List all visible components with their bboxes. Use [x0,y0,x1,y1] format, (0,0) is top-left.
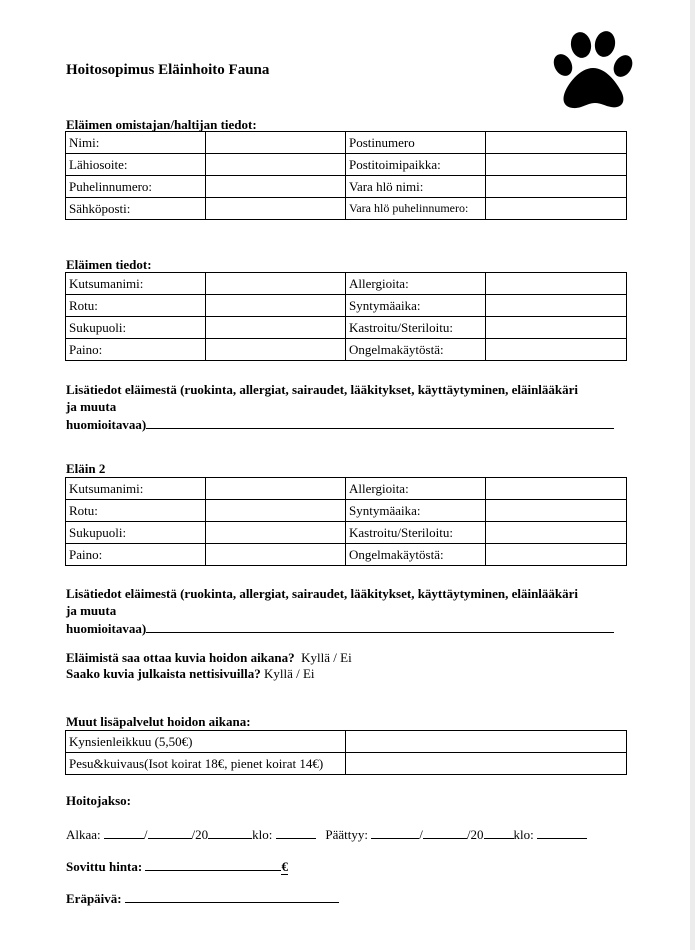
page-edge [690,0,695,950]
service-nail-trim-field[interactable] [346,731,627,753]
end-year-field[interactable] [484,825,514,839]
service-nail-trim-label: Kynsienleikkuu (5,50€) [66,731,346,753]
backup-phone-field[interactable] [486,198,627,220]
animal2-weight-label: Paino: [66,544,206,566]
owner-phone-label: Puhelinnumero: [66,176,206,198]
animal2-breed-label: Rotu: [66,500,206,522]
animal1-notes-line[interactable] [146,415,614,429]
animal2-nickname-label: Kutsumanimi: [66,478,206,500]
animal2-notes-line3: huomioitavaa) [66,621,147,636]
service-wash-label: Pesu&kuivaus(Isot koirat 18€, pienet koirat 14€) [66,753,346,775]
owner-postcode-label: Postinumero [346,132,486,154]
start-label: Alkaa: [66,827,101,842]
table-row [66,731,627,753]
animal2-allergies-field[interactable] [486,478,627,500]
animal2-allergies-label: Allergioita: [346,478,486,500]
end-year-prefix: /20 [466,827,484,842]
animal1-table [65,272,627,361]
owner-heading: Eläimen omistajan/haltijan tiedot: [66,117,257,132]
animal1-breed-field[interactable] [206,295,346,317]
paw-icon [550,28,636,112]
owner-postcode-field[interactable] [486,132,627,154]
end-time-label: klo: [513,827,534,842]
owner-name-field[interactable] [206,132,346,154]
animal2-sex-field[interactable] [206,522,346,544]
end-label: Päättyy: [325,827,368,842]
table-row [66,273,627,295]
start-time-label: klo: [252,827,273,842]
price-currency: € [281,859,288,874]
animal1-notes-line1: Lisätiedot eläimestä (ruokinta, allergiat, sairaudet, lääkitykset, käyttäytyminen, eläinlääkäri [66,382,579,397]
animal2-nickname-field[interactable] [206,478,346,500]
animal2-notes [66,585,626,637]
table-row [66,339,627,361]
table-row [66,295,627,317]
period-heading: Hoitojakso: [66,793,131,808]
owner-name-label: Nimi: [66,132,206,154]
document-title: Hoitosopimus Eläinhoito Fauna [66,62,270,78]
animal1-weight-field[interactable] [206,339,346,361]
animal2-behavior-field[interactable] [486,544,627,566]
photo-answer-1[interactable]: Kyllä / Ei [301,650,352,665]
owner-email-field[interactable] [206,198,346,220]
start-day-field[interactable] [104,825,144,839]
backup-name-label: Vara hlö nimi: [346,176,486,198]
due-row [66,889,339,907]
animal2-notes-line1: Lisätiedot eläimestä (ruokinta, allergiat, sairaudet, lääkitykset, käyttäytyminen, eläinlääkäri [66,586,579,601]
start-time-field[interactable] [276,825,316,839]
animal2-neutered-field[interactable] [486,522,627,544]
animal1-neutered-label: Kastroitu/Steriloitu: [346,317,486,339]
owner-phone-field[interactable] [206,176,346,198]
table-row [66,753,627,775]
services-table [65,730,627,775]
animal2-birthdate-label: Syntymäaika: [346,500,486,522]
services-heading: Muut lisäpalvelut hoidon aikana: [66,714,251,729]
period-row [66,825,587,843]
animal1-nickname-label: Kutsumanimi: [66,273,206,295]
service-wash-field[interactable] [346,753,627,775]
animal2-neutered-label: Kastroitu/Steriloitu: [346,522,486,544]
price-field[interactable] [145,857,281,871]
table-row [66,500,627,522]
table-row [66,154,627,176]
table-row [66,478,627,500]
animal1-notes-line2: ja muuta [66,399,117,414]
table-row [66,544,627,566]
owner-table [65,131,627,220]
animal1-nickname-field[interactable] [206,273,346,295]
photo-answer-2[interactable]: Kyllä / Ei [263,666,315,681]
animal2-sex-label: Sukupuoli: [66,522,206,544]
animal2-notes-line[interactable] [146,619,614,633]
photo-question-1: Eläimistä saa ottaa kuvia hoidon aikana? [66,650,295,665]
animal1-allergies-field[interactable] [486,273,627,295]
end-day-field[interactable] [371,825,419,839]
due-label: Eräpäivä: [66,891,122,906]
table-row [66,522,627,544]
owner-email-label: Sähköposti: [66,198,206,220]
backup-phone-label: Vara hlö puhelinnumero: [346,198,486,220]
start-sep: / [143,827,148,842]
owner-city-label: Postitoimipaikka: [346,154,486,176]
animal1-sex-field[interactable] [206,317,346,339]
animal1-heading: Eläimen tiedot: [66,257,152,272]
table-row [66,198,627,220]
animal1-birthdate-field[interactable] [486,295,627,317]
animal1-sex-label: Sukupuoli: [66,317,206,339]
animal1-notes-line3: huomioitavaa) [66,417,147,432]
owner-address-label: Lähiosoite: [66,154,206,176]
table-row [66,317,627,339]
end-month-field[interactable] [423,825,467,839]
due-date-field[interactable] [125,889,339,903]
animal2-behavior-label: Ongelmakäytöstä: [346,544,486,566]
animal1-weight-label: Paino: [66,339,206,361]
table-row [66,176,627,198]
animal1-notes [66,381,626,433]
animal1-behavior-label: Ongelmakäytöstä: [346,339,486,361]
owner-address-field[interactable] [206,154,346,176]
backup-name-field[interactable] [486,176,627,198]
start-month-field[interactable] [148,825,192,839]
start-year-prefix: /20 [191,827,209,842]
end-time-field[interactable] [537,825,587,839]
price-label: Sovittu hinta: [66,859,143,874]
end-sep: / [419,827,423,842]
animal1-neutered-field[interactable] [486,317,627,339]
animal1-breed-label: Rotu: [66,295,206,317]
animal2-breed-field[interactable] [206,500,346,522]
photo-question-2: Saako kuvia julkaista nettisivuilla? [66,666,261,681]
animal1-birthdate-label: Syntymäaika: [346,295,486,317]
table-row [66,132,627,154]
animal2-birthdate-field[interactable] [486,500,627,522]
price-row [66,857,288,875]
photo-questions [66,650,352,682]
animal1-behavior-field[interactable] [486,339,627,361]
animal2-table [65,477,627,566]
animal2-weight-field[interactable] [206,544,346,566]
owner-city-field[interactable] [486,154,627,176]
start-year-field[interactable] [208,825,252,839]
animal2-heading: Eläin 2 [66,461,106,476]
animal1-allergies-label: Allergioita: [346,273,486,295]
animal2-notes-line2: ja muuta [66,603,117,618]
